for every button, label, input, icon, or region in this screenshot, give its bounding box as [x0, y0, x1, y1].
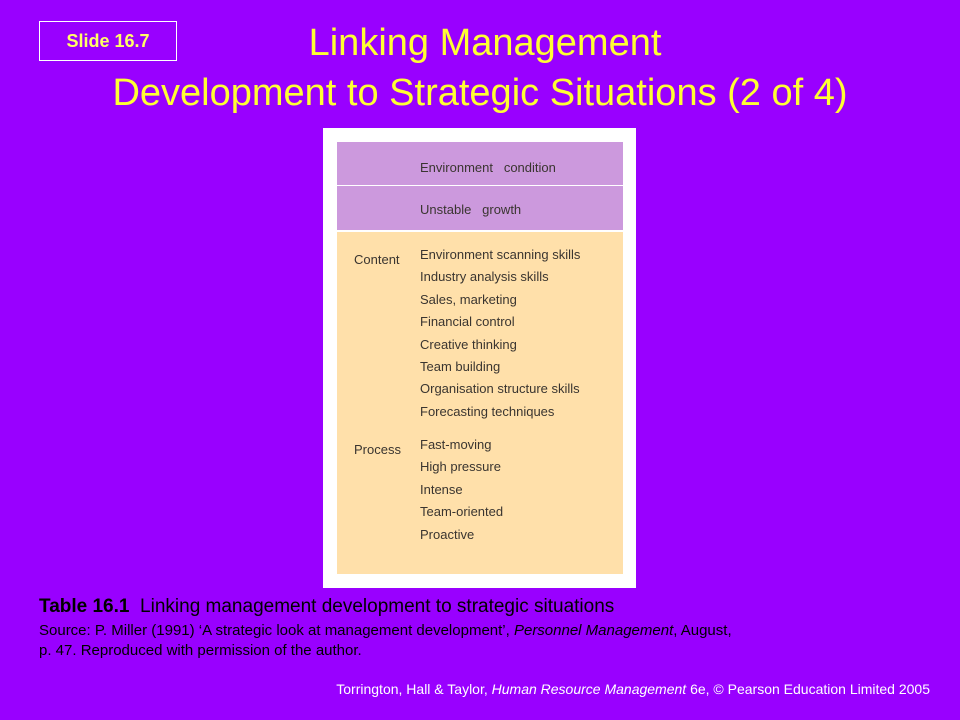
process-item: Intense — [420, 481, 463, 497]
content-items-list — [420, 244, 580, 423]
slide-number-label: Slide 16.7 — [66, 30, 150, 51]
content-item: Forecasting techniques — [420, 403, 555, 419]
source-line-2: p. 47. Reproduced with permission of the author. — [39, 642, 362, 659]
source-prefix: Source: P. Miller (1991) ‘A strategic look at management development’, — [39, 622, 514, 639]
table-caption — [39, 595, 919, 661]
slide-title-line1: Linking Management — [308, 22, 662, 64]
table-header — [337, 142, 623, 230]
caption-table-number: Table 16.1 — [39, 596, 130, 617]
table-image — [323, 128, 636, 588]
content-item: Team building — [420, 358, 501, 374]
footer-book-title: Human Resource Management — [491, 681, 687, 697]
slide-title — [0, 18, 960, 118]
content-item: Organisation structure skills — [420, 381, 580, 397]
header-unstable-growth: Unstable growth — [420, 202, 522, 217]
footer-authors: Torrington, Hall & Taylor, — [336, 681, 492, 697]
source-suffix: , August, — [673, 622, 732, 639]
caption-title — [39, 595, 919, 619]
table-header-row-1 — [337, 142, 623, 186]
process-items-list — [420, 434, 503, 546]
slide-title-line2: Development to Strategic Situations (2 of 4) — [112, 72, 848, 114]
table-body — [337, 232, 623, 574]
caption-source — [39, 621, 919, 661]
content-item: Industry analysis skills — [420, 269, 549, 285]
process-item: Proactive — [420, 526, 475, 542]
process-item: High pressure — [420, 459, 501, 475]
management-development-table — [337, 142, 623, 574]
content-item: Sales, marketing — [420, 291, 517, 307]
source-journal: Personnel Management — [513, 622, 674, 639]
header-environment-condition: Environment condition — [420, 160, 556, 175]
process-row-label: Process — [354, 442, 401, 457]
footer-credit — [336, 681, 930, 697]
caption-table-title: Linking management development to strategic situations — [140, 596, 615, 617]
content-row-label: Content — [354, 252, 400, 267]
process-item: Fast-moving — [420, 437, 492, 452]
footer-publisher: 6e, © Pearson Education Limited 2005 — [686, 681, 930, 697]
content-item: Creative thinking — [420, 336, 517, 352]
content-item: Environment scanning skills — [420, 247, 581, 262]
process-item: Team-oriented — [420, 504, 504, 520]
table-header-row-2 — [337, 186, 623, 230]
content-item: Financial control — [420, 314, 515, 330]
